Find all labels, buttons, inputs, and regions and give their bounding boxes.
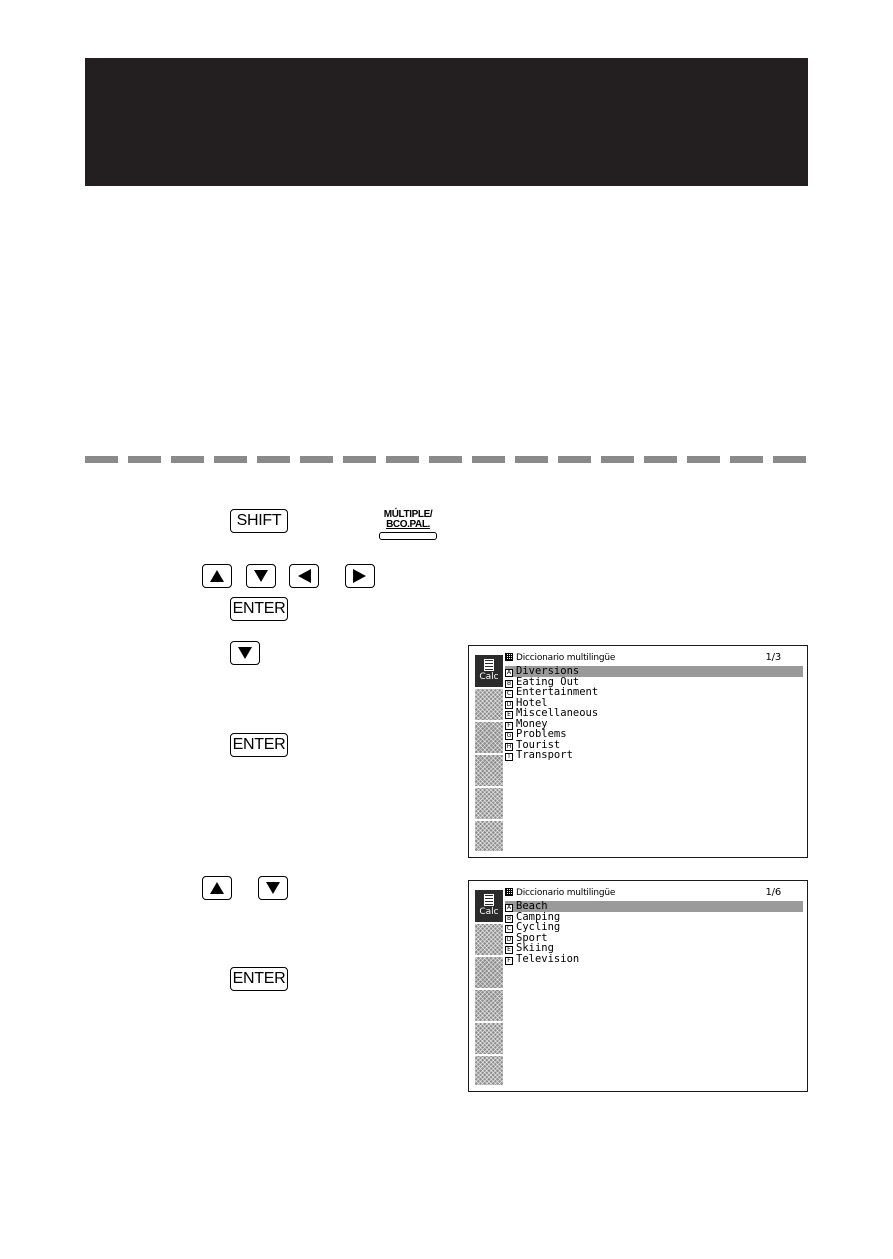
right-arrow-key[interactable] <box>345 564 375 588</box>
multiple-key-body <box>379 532 437 540</box>
sidebar-separator <box>475 1054 503 1056</box>
down-arrow-key-step3[interactable] <box>230 641 260 665</box>
list-item[interactable]: G Problems <box>506 728 567 740</box>
sidebar-separator <box>475 819 503 821</box>
left-arrow-key[interactable] <box>289 564 319 588</box>
device-screen-categories <box>468 645 808 858</box>
enter-key-label: ENTER <box>232 970 286 987</box>
sidebar-separator <box>475 988 503 990</box>
subcategory-list <box>505 901 803 964</box>
calc-label: Calc <box>479 907 499 917</box>
sidebar-separator <box>475 922 503 924</box>
sidebar-separator <box>475 720 503 722</box>
page-indicator: 1/6 <box>765 887 781 898</box>
list-item[interactable]: B Camping <box>506 910 561 923</box>
device-screen-subcategories <box>468 880 808 1092</box>
screen-sidebar <box>475 655 503 851</box>
left-arrow-icon <box>296 569 312 583</box>
down-arrow-icon <box>253 569 269 583</box>
list-item[interactable]: E Skiing <box>505 943 803 954</box>
calculator-icon <box>484 659 494 671</box>
sidebar-separator <box>475 687 503 689</box>
up-arrow-icon <box>209 881 225 895</box>
down-arrow-icon <box>237 646 253 660</box>
list-item[interactable]: F Money <box>505 719 803 730</box>
enter-key-label: ENTER <box>232 736 286 753</box>
up-arrow-icon <box>209 569 225 583</box>
dictionary-icon <box>505 653 513 661</box>
down-arrow-icon <box>265 881 281 895</box>
dictionary-icon <box>505 888 513 896</box>
screen-title: Diccionario multilingüe <box>516 888 616 898</box>
calc-label: Calc <box>479 672 499 682</box>
page-indicator: 1/3 <box>765 652 781 663</box>
list-item[interactable]: D Sport <box>506 931 548 944</box>
sidebar-separator <box>475 753 503 755</box>
sidebar-separator <box>475 955 503 957</box>
list-item[interactable]: I Transport <box>505 750 803 761</box>
multiple-key-label-line1: MÚLTIPLE/ <box>383 509 433 520</box>
list-item[interactable]: C Cycling <box>506 921 561 933</box>
list-item[interactable]: D Hotel <box>506 696 548 709</box>
category-list <box>505 666 803 761</box>
right-arrow-icon <box>352 569 368 583</box>
header-bar <box>85 58 808 186</box>
calc-tile[interactable] <box>475 890 503 922</box>
calculator-icon <box>484 894 494 906</box>
multiple-key-label-line2: BCO.PAL. <box>386 519 430 530</box>
list-item[interactable]: H Tourist <box>506 738 561 751</box>
calc-tile[interactable] <box>475 655 503 687</box>
down-arrow-key-step4[interactable] <box>258 876 288 900</box>
down-arrow-key[interactable] <box>246 564 276 588</box>
shift-key[interactable] <box>230 509 288 533</box>
enter-key-label: ENTER <box>232 600 286 617</box>
screen-title-row <box>505 887 801 899</box>
list-item[interactable]: C Entertainment <box>506 686 599 698</box>
list-item[interactable]: A Diversions <box>505 666 803 677</box>
enter-key-step2[interactable] <box>230 597 288 621</box>
list-item[interactable]: A Beach <box>505 901 803 912</box>
list-item[interactable]: B Eating Out <box>506 675 580 688</box>
list-item[interactable]: E Miscellaneous <box>505 708 803 719</box>
screen-sidebar <box>475 890 503 1085</box>
dashed-divider <box>85 456 808 463</box>
screen-title-row <box>505 652 801 664</box>
sidebar-separator <box>475 786 503 788</box>
multiple-bcopal-key[interactable] <box>378 510 438 540</box>
up-arrow-key[interactable] <box>202 564 232 588</box>
enter-key-step4[interactable] <box>230 967 288 991</box>
list-item[interactable]: F Television <box>505 954 803 965</box>
shift-key-label: SHIFT <box>236 512 282 529</box>
enter-key-step3[interactable] <box>230 733 288 757</box>
sidebar-separator <box>475 1021 503 1023</box>
screen-title: Diccionario multilingüe <box>516 653 616 663</box>
up-arrow-key-step4[interactable] <box>202 876 232 900</box>
